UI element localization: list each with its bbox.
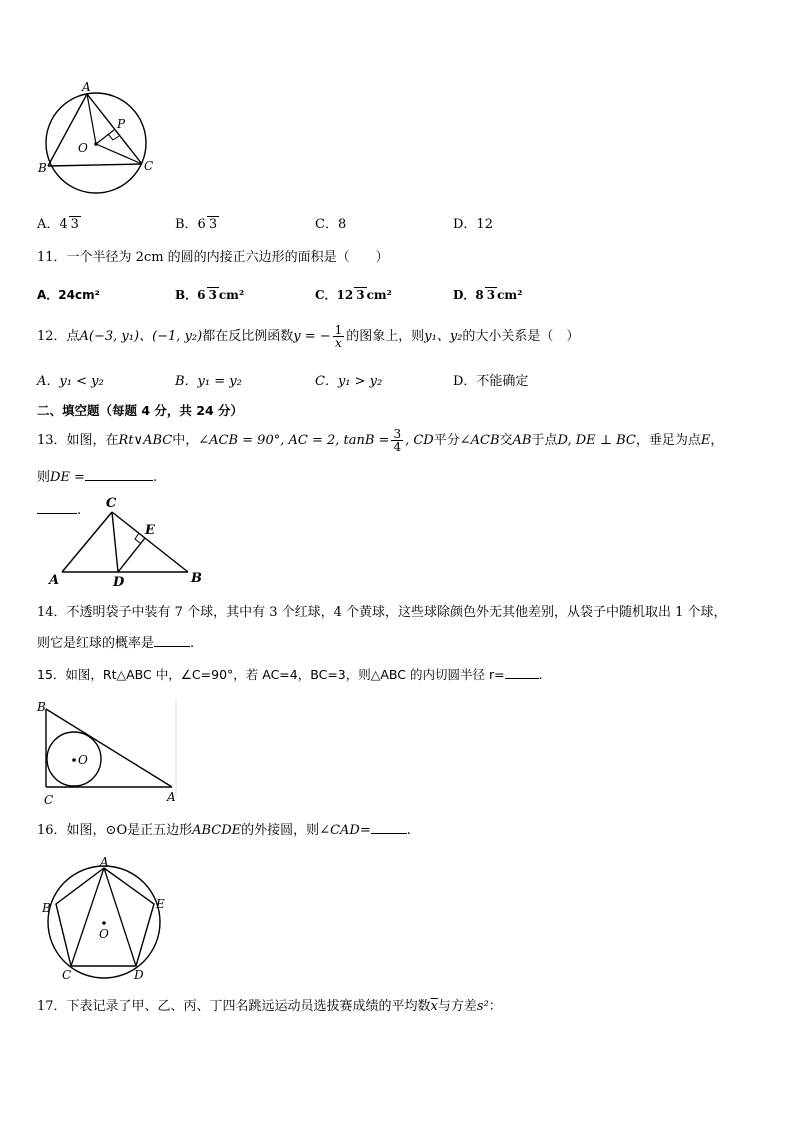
center-dot [94,142,98,146]
figure-q10 [30,78,160,203]
right-angle-mark [108,134,119,140]
diagonal-ac [71,868,104,966]
bisector-cd [112,512,118,572]
figure-q16 [36,856,172,984]
q15-stem: 15．如图，Rt△ABC 中，∠C=90°，若 AC=4，BC=3，则△ABC 的内切圆半径 r= . [37,667,543,682]
label-b: B [38,161,47,175]
label-c: C [44,793,54,807]
q14-answer-blank [154,646,190,647]
xbar-symbol: $\overline{x}$ [430,999,438,1014]
perpendicular-de [118,538,145,572]
q12-option-c: C．y₁ > y₂ [315,374,383,389]
q13-answer-line-2: . [37,502,81,520]
triangle-side-ab [48,94,87,166]
q15-answer-blank [505,678,539,679]
label-e: E [156,897,165,911]
q16-stem: 16．如图，⊙O是正五边形ABCDE的外接圆，则∠CAD= . [37,823,411,838]
figure-q13 [34,492,214,588]
label-o: O [99,927,109,941]
q11-option-b: B．6 3 cm² [175,288,245,302]
side-ab [46,709,172,787]
side-ac [62,512,112,572]
pentagon-abcde [56,868,154,966]
q10-option-d: D．12 [453,217,493,232]
q11-stem: 11．一个半径为 2cm 的圆的内接正六边形的面积是（ ） [37,250,389,265]
q14-line-2: 则它是红球的概率是 . [37,636,195,651]
label-a: A [82,80,91,94]
q11-option-a: A．24cm² [37,288,100,302]
label-p: P [117,117,126,131]
label-a: A [167,790,176,804]
label-c: C [106,496,117,511]
segment-oc [96,144,142,164]
q12-option-a: A．y₁ < y₂ [37,374,104,389]
center-dot [102,921,106,925]
incenter-dot [72,758,76,762]
q17-stem: 17．下表记录了甲、乙、丙、丁四名跳远运动员选拔赛成绩的平均数$\overline{x}$与方差s²： [37,999,502,1014]
label-d: D [134,968,144,982]
q16-answer-blank [371,833,407,834]
q10-option-b: B．6 3 [175,217,218,232]
label-a: A [100,856,109,869]
q12-option-d: D．不能确定 [453,374,529,389]
section-heading-fill-blank: 二、填空题（每题 4 分，共 24 分） [37,403,244,418]
q11-option-d: D．8 3 cm² [453,288,523,302]
segment-op [96,130,114,144]
label-c: C [62,968,72,982]
triangle-side-bc [48,164,142,166]
label-d: D [113,575,125,588]
label-a: A [49,573,60,588]
q13-answer-blank [85,480,153,481]
q12-option-b: B．y₁ = y₂ [175,374,242,389]
label-e: E [145,523,155,538]
label-o: O [78,141,88,155]
q11-option-c: C．12 3 cm² [315,288,392,302]
q12-stem: 12．点A(−3, y₁)、(−1, y₂)都在反比例函数y = − $\frac{1}{x}$ 的图象上，则y₁、y₂的大小关系是（ ） [37,323,580,350]
label-o: O [78,753,88,767]
q13-stem: 13．如图，在Rt∨ABC中，∠ACB = 90°, AC = 2, tanB = $\frac{3}{4}$ , CD平分∠ACB交AB于点D, DE ⊥ BC，垂足为点E， [37,427,724,454]
q14-line-1: 14．不透明袋子中装有 7 个球，其中有 3 个红球，4 个黄球，这些球除颜色外无其他差别，从袋子中随机取出 1 个球， [37,605,727,620]
label-b: B [37,700,46,714]
triangle-side-ac [87,94,142,164]
q10-option-a: A．4 3 [37,217,79,232]
segment-ao [87,94,96,144]
q13-answer-line: 则DE = . [37,470,158,485]
label-b: B [42,901,51,915]
diagonal-ad [104,868,136,966]
figure-q15 [34,697,184,807]
label-c: C [144,159,154,173]
q10-option-c: C．8 [315,217,347,232]
label-b: B [191,571,202,586]
right-angle-mark [135,533,140,543]
side-cb [112,512,188,572]
